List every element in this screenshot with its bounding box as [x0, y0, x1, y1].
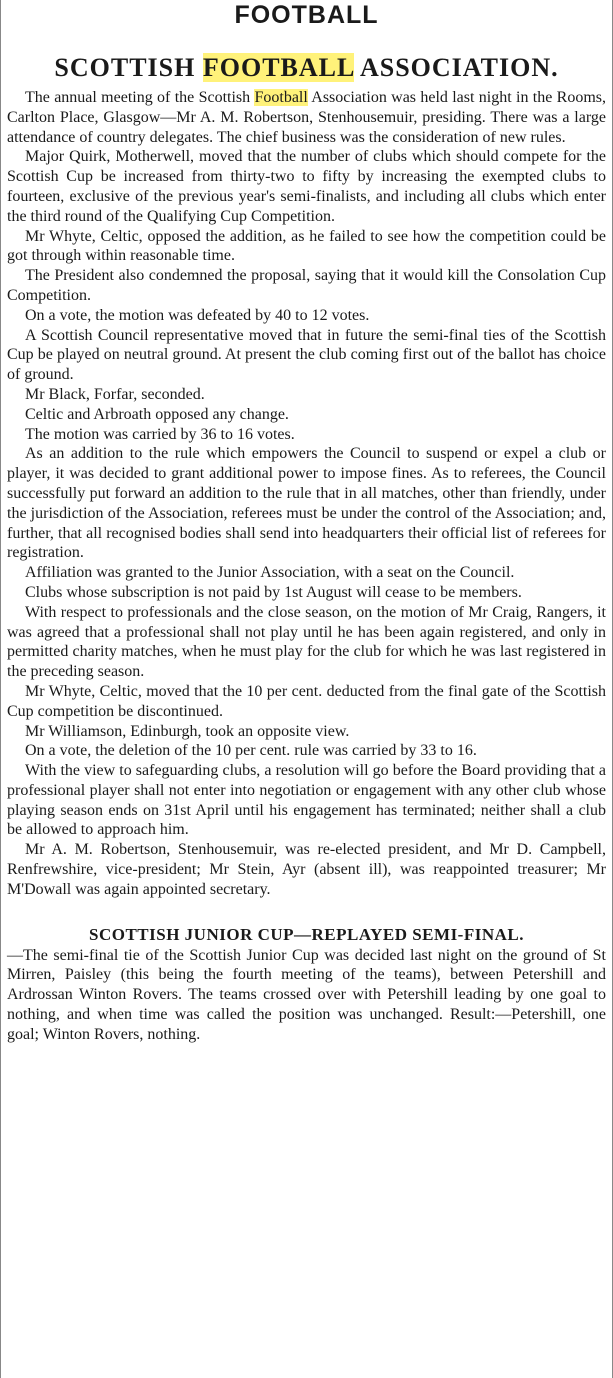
article-paragraph: With the view to safeguarding clubs, a resolution will go before the Board providing that a professional player shall not enter into negotiation or engagement with any other club whose playing season ends on 31st April until his engagement has terminated; neither shall a club be allowed to approach him. [7, 762, 606, 839]
article-paragraph: On a vote, the motion was defeated by 40 to 12 votes. [25, 306, 370, 324]
article-paragraph: Mr Williamson, Edinburgh, took an opposite view. [25, 722, 350, 740]
article-paragraph: Clubs whose subscription is not paid by 1st August will cease to be members. [25, 583, 522, 601]
headline-part-2: ASSOCIATION. [353, 53, 559, 82]
article-headline [7, 52, 606, 84]
headline-search-highlight: FOOTBALL [202, 53, 354, 82]
intro-part-1: The annual meeting of the Scottish [25, 89, 255, 106]
article-paragraph: Affiliation was granted to the Junior Association, with a seat on the Council. [25, 564, 515, 582]
article-paragraph: On a vote, the deletion of the 10 per cent. rule was carried by 33 to 16. [25, 742, 477, 760]
article-paragraph: A Scottish Council representative moved that in future the semi-final ties of the Scottish Cup be played on neutral ground. At present the club coming first out of the ballot has choice of ground. [7, 326, 606, 384]
article-paragraph: Major Quirk, Motherwell, moved that the number of clubs which should compete for the Scottish Cup be increased from thirty-two to fifty by increasing the exempted clubs to fourteen, exclusive of the previous year's semi-finalists, and including all clubs which enter the third round of the Qualifying Cup Competition. [7, 148, 606, 225]
second-article-headline: SCOTTISH JUNIOR CUP—REPLAYED SEMI-FINAL. [89, 924, 524, 944]
article-paragraph: The President also condemned the proposal, saying that it would kill the Consolation Cup Competition. [7, 267, 606, 304]
article-paragraph: The motion was carried by 36 to 16 votes. [25, 425, 295, 443]
section-label: FOOTBALL [234, 1, 379, 29]
article-paragraph-intro [7, 88, 606, 147]
article-paragraph: Mr Whyte, Celtic, opposed the addition, as he failed to see how the competition could be got through within reasonable time. [7, 227, 606, 265]
article-paragraph: Mr A. M. Robertson, Stenhousemuir, was re-elected president, and Mr D. Campbell, Renfrewshire, vice-president; Mr Stein, Ayr (absent ill), was reappointed treasurer; Mr M'Dowall was again appointed secretary. [7, 841, 606, 898]
headline-part-1: SCOTTISH [54, 53, 203, 82]
second-article-body: —The semi-final tie of the Scottish Junior Cup was decided last night on the ground of St Mirren, Paisley (this being the fourth meeting of the teams), between Petershill and Ardrossan Winton Rovers. The teams crossed over with Petershill leading by one goal to nothing, and when time was called the position was unchanged. Result:—Petershill, one goal; Winton Rovers, nothing. [7, 946, 606, 1043]
article-paragraph: With respect to professionals and the close season, on the motion of Mr Craig, Rangers, it was agreed that a professional shall not play until he has been again registered, and only in permitted charity matches, when he must play for the club for which he was last registered in the preceding season. [7, 603, 606, 681]
article-paragraph: Mr Whyte, Celtic, moved that the 10 per cent. deducted from the final gate of the Scottish Cup competition be discontinued. [7, 682, 606, 720]
article-paragraph: As an addition to the rule which empowers the Council to suspend or expel a club or player, it was decided to grant additional power to impose fines. As to referees, the Council successfully put forward an addition to the rule that in all matches, other than friendly, under the jurisdiction of the Association, referees must be under the control of the Association; and, further, that all recognised bodies shall send into headquarters their official list of referees for registration. [7, 445, 606, 562]
intro-search-highlight: Football [254, 89, 308, 106]
article-paragraph: Mr Black, Forfar, seconded. [25, 385, 205, 403]
article-paragraph: Celtic and Arbroath opposed any change. [25, 405, 289, 423]
intro-part-2: Association was held last night in the Rooms, Carlton Place, Glasgow—Mr A. M. Robertson, Stenhousemuir, presiding. There was a large attendance of country delegates. The chief business was the consideration of new rules. [7, 89, 607, 146]
